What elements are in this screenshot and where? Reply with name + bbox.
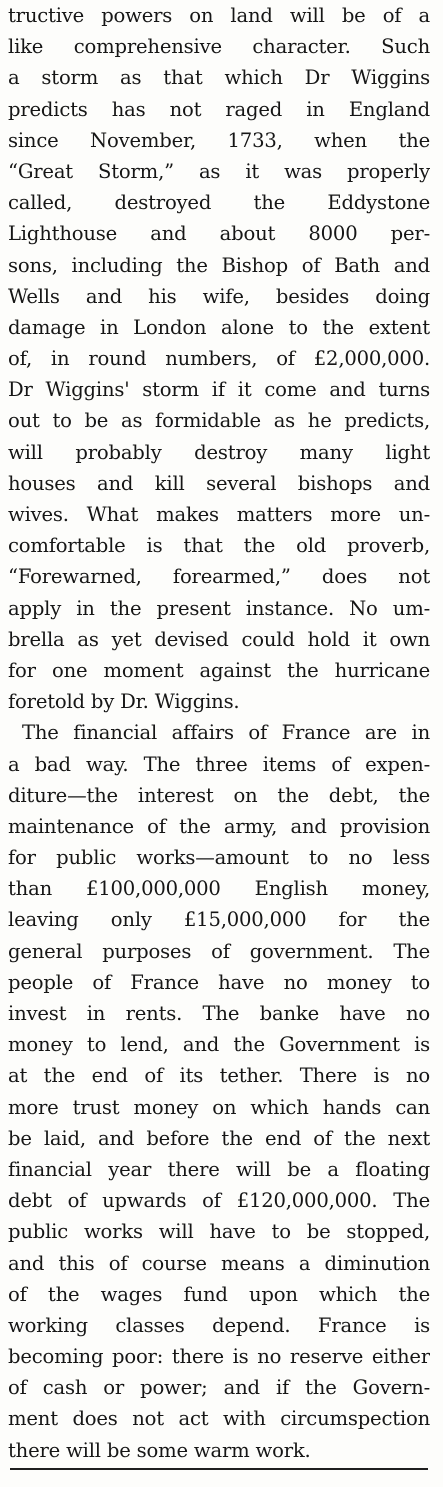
- text-line: at the end of its tether. There is no: [8, 1064, 430, 1088]
- text-line: will probably destroy many light: [8, 440, 430, 464]
- text-line: of, in round numbers, of £2,000,000.: [8, 347, 430, 371]
- paragraph-storm: [8, 0, 430, 717]
- text-line: sons, including the Bishop of Bath and: [8, 253, 430, 277]
- text-line: “Forewarned, forearmed,” does not: [8, 565, 430, 589]
- text-line: people of France have no money to: [8, 970, 430, 994]
- text-line: wives. What makes matters more un-: [8, 503, 430, 526]
- text-line: Wells and his wife, besides doing: [8, 284, 430, 308]
- text-line: Lighthouse and about 8000 per-: [8, 222, 430, 246]
- text-line: ment does not act with circumspection: [8, 1407, 430, 1431]
- text-line: general purposes of government. The: [8, 939, 430, 963]
- text-line: Dr Wiggins' storm if it come and turns: [8, 378, 430, 402]
- text-line: more trust money on which hands can: [8, 1095, 430, 1119]
- text-line: damage in London alone to the extent: [8, 315, 430, 339]
- text-line: called, destroyed the Eddystone: [8, 191, 430, 215]
- text-line: tructive powers on land will be of a: [8, 4, 430, 27]
- paragraph-france-finances: [8, 717, 430, 1466]
- text-line: than £100,000,000 English money,: [8, 877, 430, 901]
- text-line: debt of upwards of £120,000,000. The: [8, 1189, 430, 1213]
- text-line: public works will have to be stopped,: [8, 1220, 430, 1244]
- text-line: working classes depend. France is: [8, 1313, 430, 1337]
- text-line: for one moment against the hurricane: [8, 658, 430, 682]
- text-line: apply in the present instance. No um-: [8, 596, 430, 620]
- text-line: comfortable is that the old proverb,: [8, 534, 430, 558]
- text-line: a storm as that which Dr Wiggins: [8, 66, 430, 90]
- text-line: diture—the interest on the debt, the: [8, 783, 430, 807]
- text-line: The financial affairs of France are in: [22, 721, 430, 745]
- text-line: of cash or power; and if the Govern-: [8, 1376, 430, 1400]
- text-line: for public works—amount to no less: [8, 846, 430, 870]
- text-line: money to lend, and the Government is: [8, 1033, 430, 1057]
- text-line: foretold by Dr. Wiggins.: [8, 690, 240, 714]
- text-line: there will be some warm work.: [8, 1438, 311, 1462]
- text-line: of the wages fund upon which the: [8, 1282, 430, 1306]
- text-line: leaving only £15,000,000 for the: [8, 908, 430, 932]
- text-line: and this of course means a diminution: [8, 1251, 430, 1275]
- article-column: [8, 0, 430, 1466]
- text-line: brella as yet devised could hold it own: [8, 627, 430, 651]
- text-line: “Great Storm,” as it was properly: [8, 159, 430, 183]
- text-line: out to be as formidable as he predicts,: [8, 409, 430, 433]
- text-line: invest in rents. The banke have no: [8, 1002, 430, 1025]
- section-divider-rule: [10, 1468, 428, 1470]
- text-line: financial year there will be a floating: [8, 1157, 430, 1181]
- text-line: since November, 1733, when the: [8, 128, 430, 152]
- text-line: a bad way. The three items of expen-: [8, 752, 430, 776]
- text-line: be laid, and before the end of the next: [8, 1126, 430, 1150]
- text-line: like comprehensive character. Such: [8, 35, 430, 59]
- text-line: predicts has not raged in England: [8, 97, 430, 121]
- text-line: houses and kill several bishops and: [8, 471, 430, 495]
- text-line: becoming poor: there is no reserve either: [8, 1345, 430, 1369]
- text-line: maintenance of the army, and provision: [8, 814, 430, 838]
